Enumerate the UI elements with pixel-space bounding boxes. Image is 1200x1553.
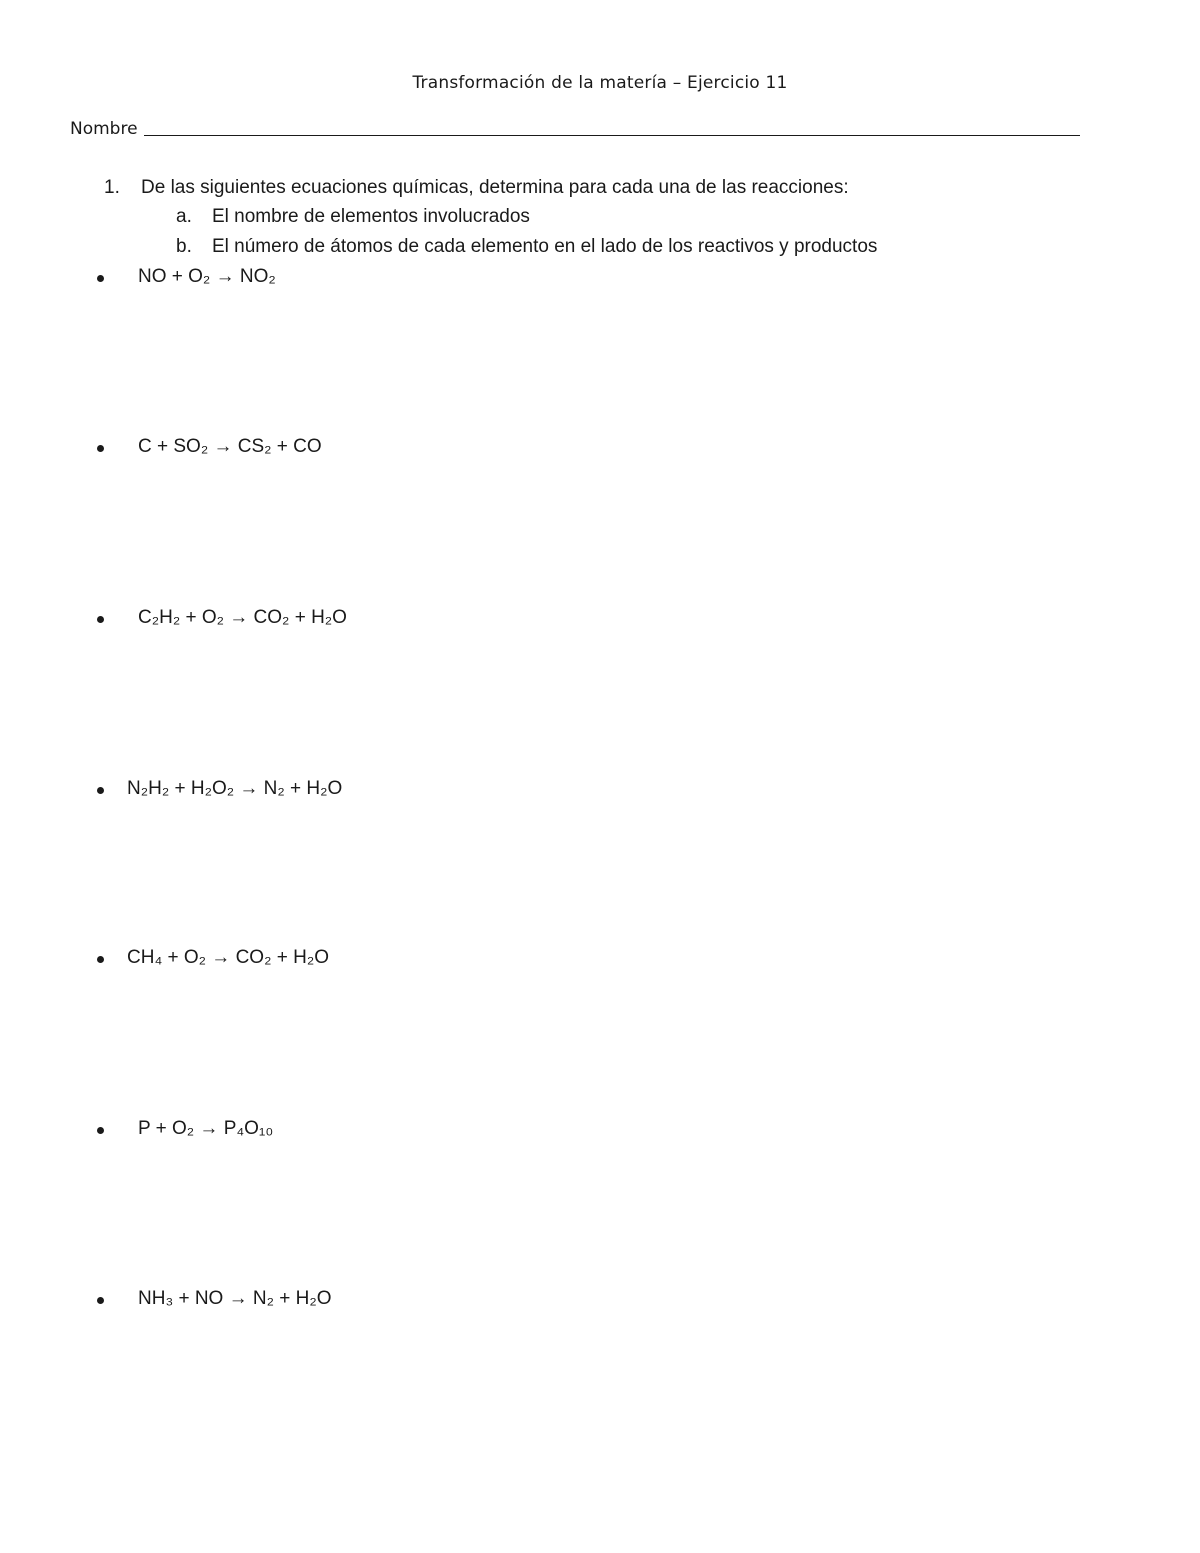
item-letter: a. [176,206,192,227]
name-blank-line [144,121,1080,136]
item-text: El número de átomos de cada elemento en el lado de los reactivos y productos [212,236,878,257]
bullet-icon [97,445,104,452]
item-letter: b. [176,236,192,257]
chemical-equation: C + SO₂ → CS₂ + CO [138,436,322,457]
bullet-icon [97,275,104,282]
chemical-equation: P + O₂ → P₄O₁₀ [138,1118,274,1139]
question-text: De las siguientes ecuaciones químicas, determina para cada una de las reacciones: [141,177,849,198]
name-label: Nombre [70,119,138,139]
document-title: Transformación de la matería – Ejercicio 11 [412,73,788,93]
bullet-icon [97,1297,104,1304]
chemical-equation: NO + O₂ → NO₂ [138,266,276,287]
chemical-equation: C₂H₂ + O₂ → CO₂ + H₂O [138,607,347,628]
bullet-icon [97,1127,104,1134]
bullet-icon [97,616,104,623]
bullet-icon [97,787,104,794]
bullet-icon [97,956,104,963]
chemical-equation: CH₄ + O₂ → CO₂ + H₂O [127,947,329,968]
question-number: 1. [104,177,120,198]
chemical-equation: N₂H₂ + H₂O₂ → N₂ + H₂O [127,778,343,799]
item-text: El nombre de elementos involucrados [212,206,530,227]
chemical-equation: NH₃ + NO → N₂ + H₂O [138,1288,332,1309]
name-field-row [70,119,1080,139]
